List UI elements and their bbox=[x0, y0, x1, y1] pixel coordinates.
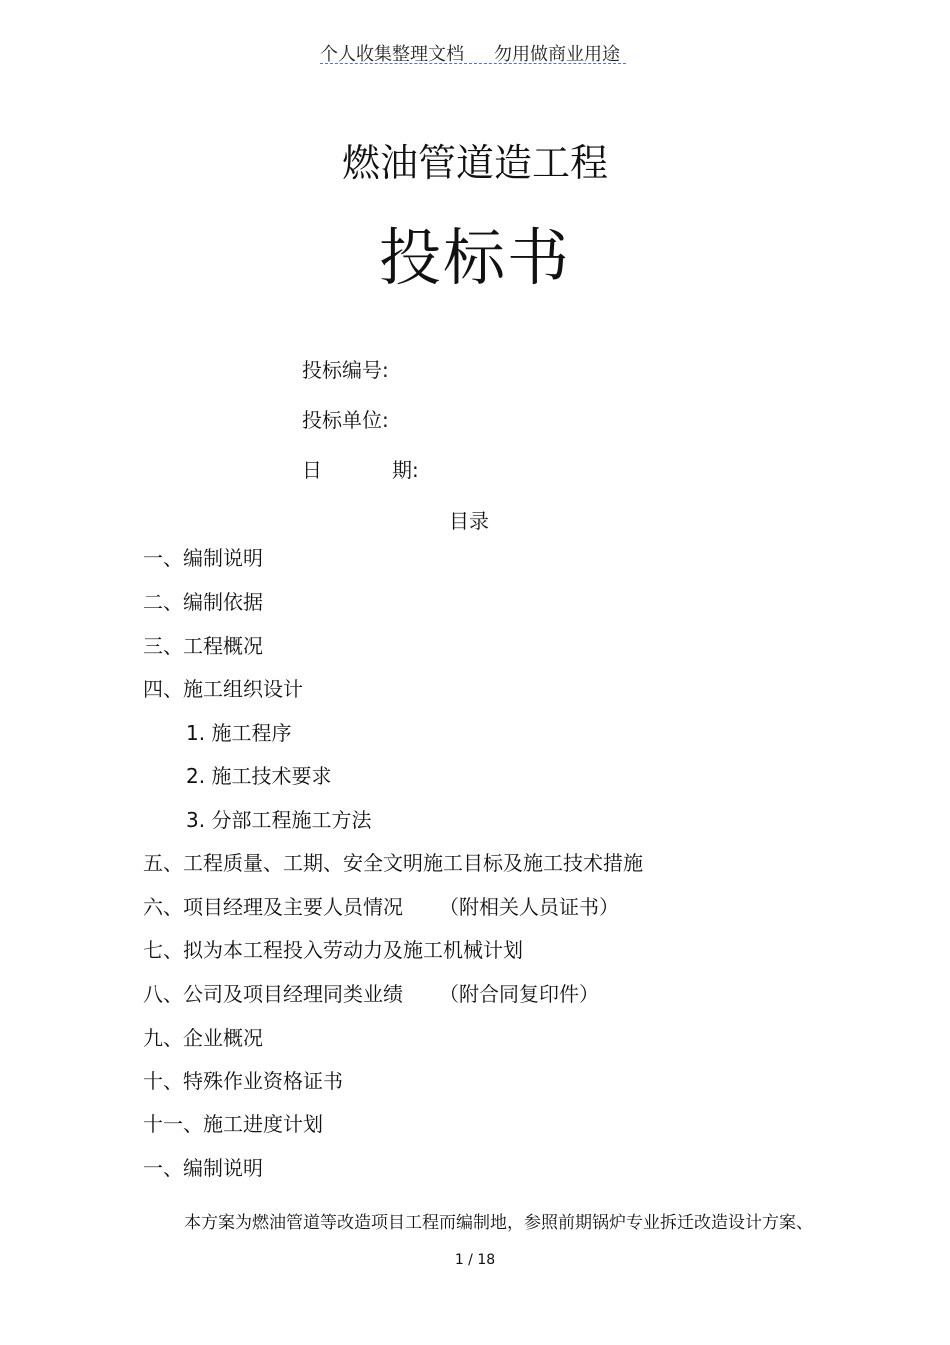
toc-item bbox=[143, 978, 599, 1007]
toc-item-text: 3. 分部工程施工方法 bbox=[186, 808, 372, 832]
bid-number-label: 投标编号: bbox=[302, 358, 389, 382]
toc-item-text: 八、公司及项目经理同类业绩 bbox=[143, 982, 403, 1006]
toc-item-text: 一、编制说明 bbox=[143, 546, 263, 570]
project-title: 燃油管道造工程 bbox=[341, 141, 608, 185]
section-heading: 一、编制说明 bbox=[143, 1156, 263, 1180]
toc-item bbox=[143, 630, 263, 659]
toc-item-text: 十、特殊作业资格证书 bbox=[143, 1069, 343, 1093]
toc-item-text: 1. 施工程序 bbox=[186, 721, 292, 745]
date-label-part-a: 日 bbox=[302, 458, 322, 482]
header-right-text: 勿用做商业用途 bbox=[494, 44, 620, 65]
toc-item-text: 五、工程质量、工期、安全文明施工目标及施工技术措施 bbox=[143, 851, 643, 875]
toc-subitem bbox=[186, 717, 291, 746]
toc-item bbox=[143, 891, 619, 920]
document-title: 投标书 bbox=[378, 221, 571, 294]
toc-item-note: （附合同复印件） bbox=[439, 982, 599, 1006]
toc-item-text: 四、施工组织设计 bbox=[143, 677, 303, 701]
bid-unit-label: 投标单位: bbox=[302, 408, 389, 432]
toc-item-text: 十一、施工进度计划 bbox=[143, 1112, 323, 1136]
date-label bbox=[302, 454, 419, 483]
toc-title: 目录 bbox=[449, 509, 489, 533]
toc-item-text: 二、编制依据 bbox=[143, 590, 263, 614]
header-underline bbox=[320, 63, 626, 64]
toc-item bbox=[143, 934, 523, 963]
toc-item bbox=[143, 847, 643, 876]
toc-subitem bbox=[186, 760, 331, 789]
date-label-part-b: 期: bbox=[392, 458, 419, 482]
toc-item-text: 七、拟为本工程投入劳动力及施工机械计划 bbox=[143, 938, 523, 962]
page-number: 1 / 18 bbox=[454, 1252, 496, 1268]
toc-item bbox=[143, 542, 263, 571]
toc-item bbox=[143, 1065, 343, 1094]
toc-item-text: 三、工程概况 bbox=[143, 634, 263, 658]
toc-item-note: （附相关人员证书） bbox=[439, 895, 619, 919]
toc-item-text: 六、项目经理及主要人员情况 bbox=[143, 895, 403, 919]
toc-item-text: 2. 施工技术要求 bbox=[186, 764, 332, 788]
toc-item-text: 九、企业概况 bbox=[143, 1026, 263, 1050]
toc-item bbox=[143, 586, 263, 615]
section-body-text: 本方案为燃油管道等改造项目工程而编制地，参照前期锅炉专业拆迁改造设计方案、 bbox=[184, 1213, 813, 1233]
header-left-text: 个人收集整理文档 bbox=[320, 44, 464, 65]
toc-item bbox=[143, 673, 303, 702]
toc-item bbox=[143, 1108, 323, 1137]
toc-item bbox=[143, 1022, 263, 1051]
toc-subitem bbox=[186, 804, 371, 833]
